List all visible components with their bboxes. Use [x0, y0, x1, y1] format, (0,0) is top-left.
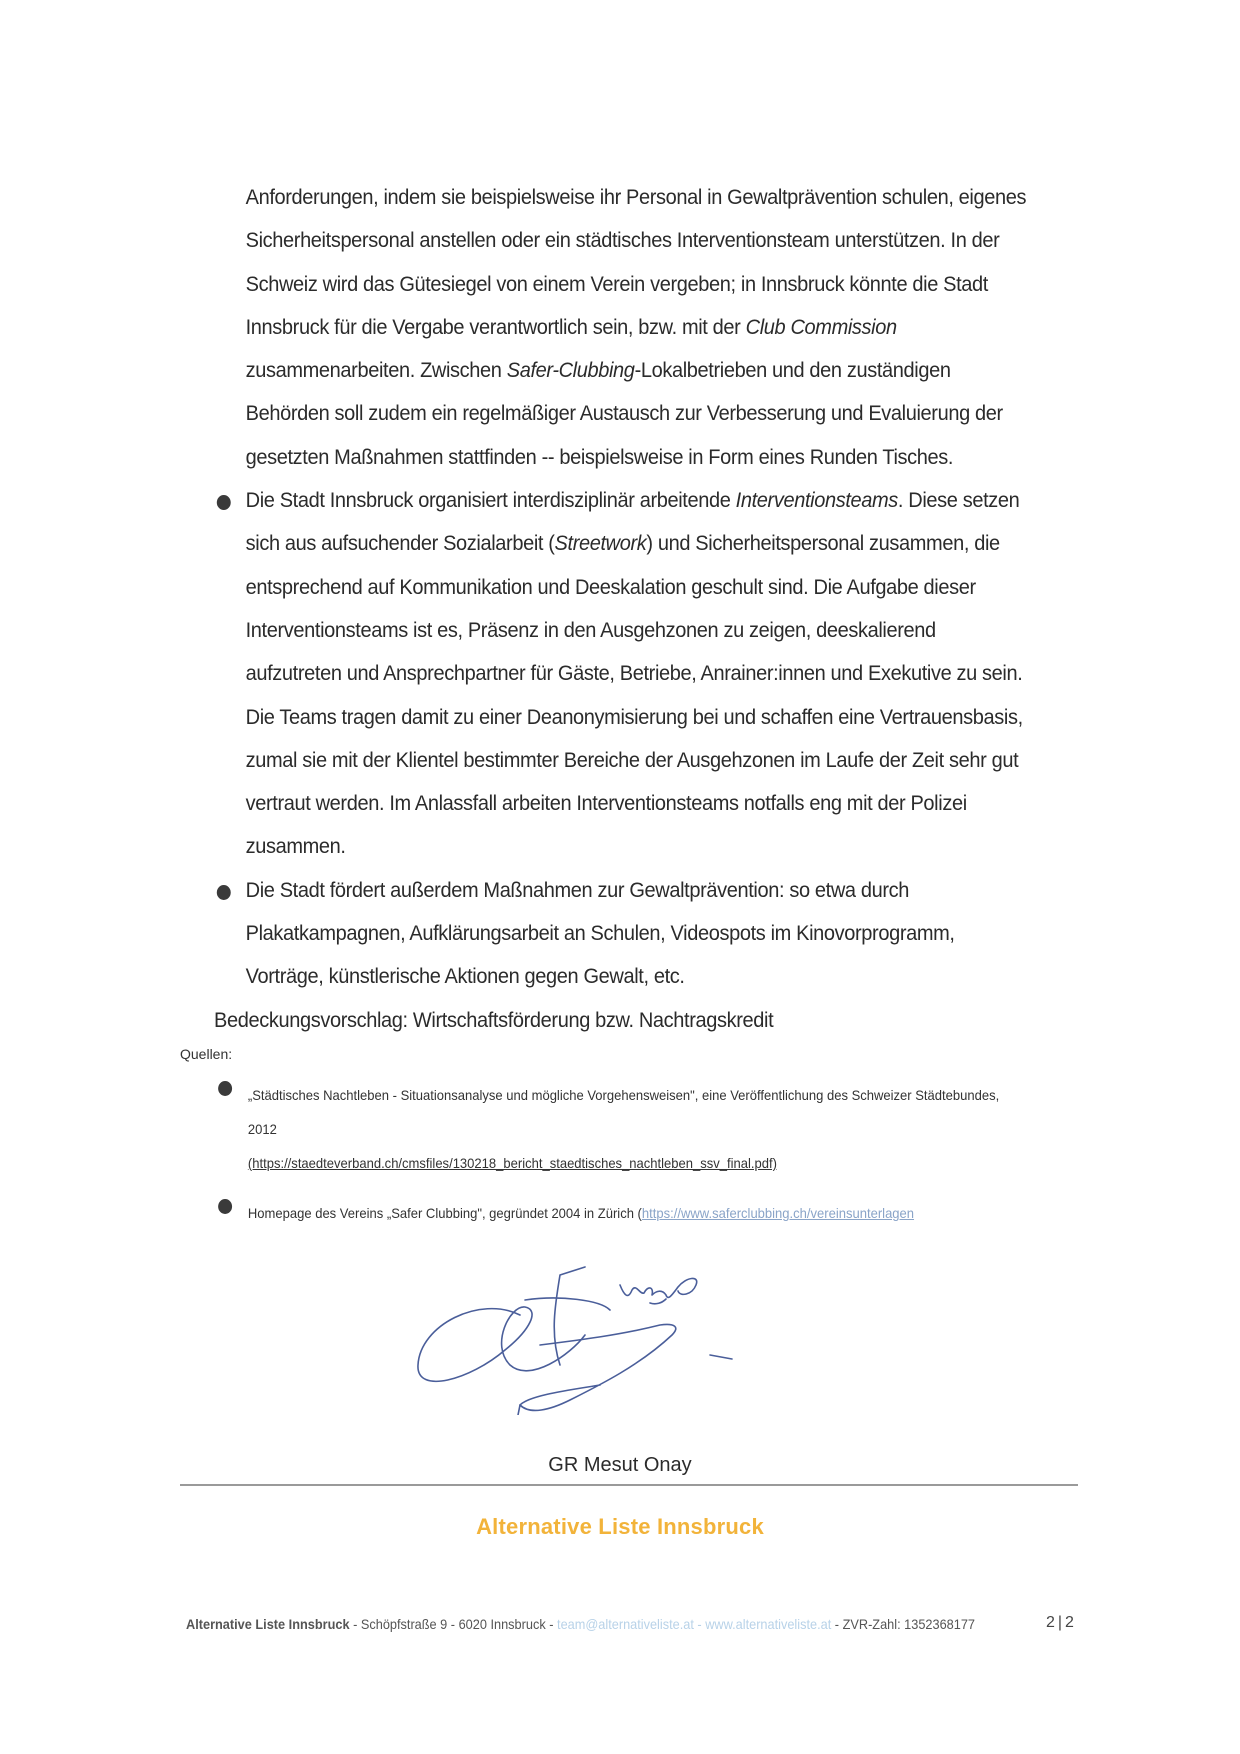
funding-proposal: Bedeckungsvorschlag: Wirtschaftsförderung bzw. Nachtragskredit: [214, 1007, 774, 1032]
bullet1-text-a: Die Stadt Innsbruck organisiert interdisziplinär arbeitende: [245, 488, 736, 513]
footer-address: - Schöpfstraße 9 - 6020 Innsbruck -: [349, 1616, 558, 1632]
continuation-text-c: -Lokalbetrieben und den zuständigen Behörden soll zudem ein regelmäßiger Austausch zur Verbesserung und Evaluierung der gesetzten Maßnahmen stattfinden -- beispielsweise in Form eines Runden Tisches.: [245, 358, 1003, 469]
footer-separator: -: [693, 1616, 706, 1632]
club-commission-term: Club Commission: [745, 314, 897, 339]
signature-divider: [180, 1484, 1078, 1486]
document-body: [214, 176, 1032, 1042]
source-item: [180, 1078, 1017, 1180]
bullet-dot-icon: [217, 885, 231, 900]
bullet-gewaltpraevention: [214, 869, 1032, 999]
bullet-dot-icon: [217, 495, 231, 510]
interventionsteams-term: Interventionsteams: [735, 488, 898, 513]
footer: [186, 1616, 1005, 1632]
footer-org-name: Alternative Liste Innsbruck: [186, 1616, 350, 1632]
sources-heading: Quellen:: [180, 1046, 233, 1062]
source-2-link[interactable]: https://www.saferclubbing.ch/vereinsunterlagen: [641, 1205, 915, 1221]
continuation-line-4: Innsbruck für die Vergabe verantwortlich sein, bzw. mit der: [245, 314, 746, 339]
continuation-text-b: zusammenarbeiten. Zwischen: [245, 358, 507, 383]
bullet-dot-icon: [218, 1199, 232, 1214]
continuation-line-2: Sicherheitspersonal anstellen oder ein städtisches Interventionsteam unterstützen. In der: [245, 228, 1000, 253]
bullet1-text-b: . Diese setzen sich aus aufsuchender Sozialarbeit (: [245, 488, 1020, 556]
bullet-dot-icon: [218, 1081, 232, 1096]
source-1-text: „Städtisches Nachtleben - Situationsanalyse und mögliche Vorgehensweisen", eine Veröffentlichung des Schweizer Städtebundes, 2012: [247, 1087, 1000, 1137]
continuation-line-1: Anforderungen, indem sie beispielsweise ihr Personal in Gewaltprävention schulen, eigenes: [245, 185, 1027, 209]
page-number: 2|2: [1046, 1614, 1077, 1631]
bullet2-text: Die Stadt fördert außerdem Maßnahmen zur Gewaltprävention: so etwa durch Plakatkampagnen, Aufklärungsarbeit an Schulen, Videospots im Kinovorprogramm, Vorträge, künstlerische Aktionen gegen Gewalt, etc.: [245, 877, 955, 989]
source-1-url[interactable]: (https://staedteverband.ch/cmsfiles/130218_bericht_staedtisches_nachtleben_ssv_final.pdf): [247, 1155, 777, 1171]
signer-name: GR Mesut Onay: [548, 1454, 692, 1476]
source-2-text: Homepage des Vereins „Safer Clubbing", gegründet 2004 in Zürich (: [247, 1205, 642, 1221]
organization-name: Alternative Liste Innsbruck: [476, 1514, 764, 1539]
footer-website[interactable]: www.alternativeliste.at: [705, 1616, 832, 1632]
handwritten-signature: [410, 1255, 810, 1415]
safer-clubbing-term: Safer-Clubbing: [506, 358, 635, 383]
continued-paragraph: [214, 176, 1032, 479]
bullet1-text-c: ) und Sicherheitspersonal zusammen, die entsprechend auf Kommunikation und Deeskalation geschult sind. Die Aufgabe dieser Interventionsteams ist es, Präsenz in den Ausgehzonen zu zeigen, deeskalierend aufzutreten und Ansprechpartner für Gäste, Betriebe, Anrainer:innen und Exekutive zu sein. Die Teams tragen damit zu einer Deanonymisierung bei und schaffen eine Vertrauensbasis, zumal sie mit der Klientel bestimmter Bereiche der Ausgehzonen im Laufe der Zeit sehr gut vertraut werden. Im Anlassfall arbeiten Interventionsteams notfalls eng mit der Polizei zusammen.: [245, 531, 1023, 859]
source-item: [180, 1196, 1017, 1230]
streetwork-term: Streetwork: [554, 531, 647, 556]
footer-zvr: - ZVR-Zahl: 1352368177: [831, 1616, 976, 1632]
sources-section: [180, 1044, 1080, 1246]
footer-email[interactable]: team@alternativeliste.at: [557, 1616, 694, 1632]
continuation-line-3: Schweiz wird das Gütesiegel von einem Verein vergeben; in Innsbruck könnte die Stadt: [245, 271, 988, 296]
bullet-interventionsteams: [214, 479, 1032, 869]
